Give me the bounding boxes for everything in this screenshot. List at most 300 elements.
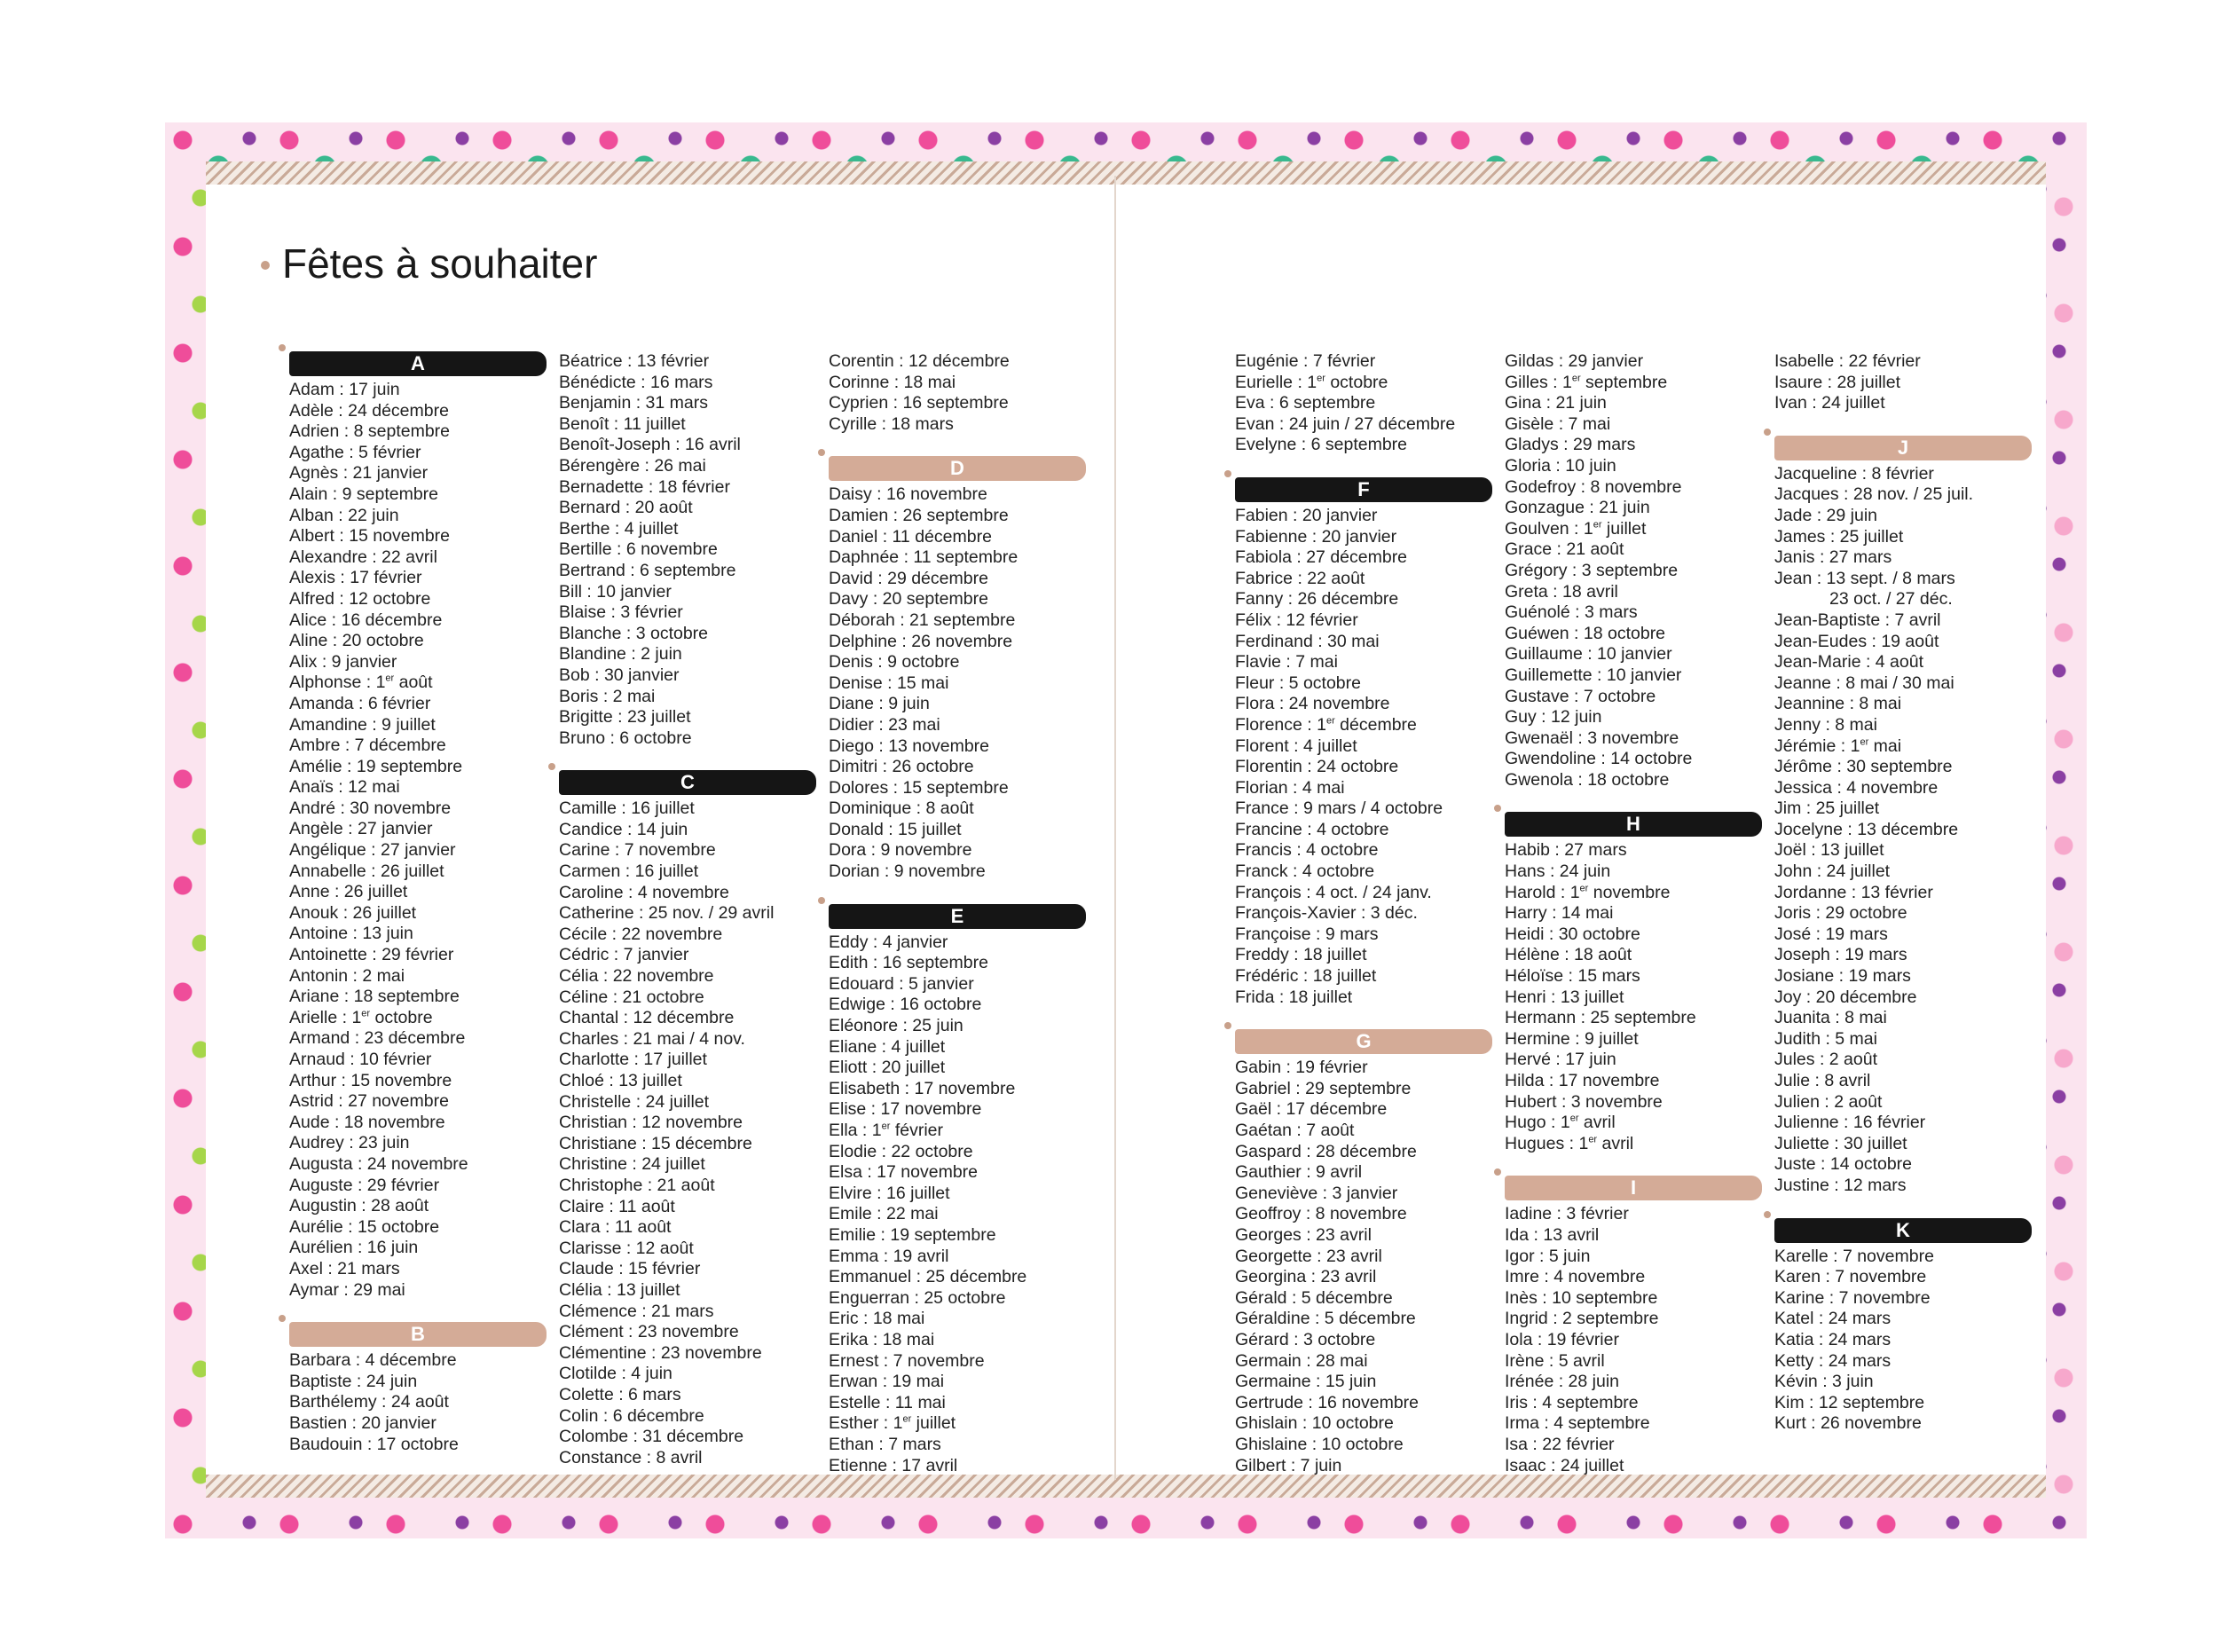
name-entry: Baptiste : 24 juin bbox=[289, 1371, 418, 1391]
name-entry: Joy : 20 décembre bbox=[1774, 987, 1917, 1007]
name-entry: Bernard : 20 août bbox=[559, 498, 693, 518]
name-entry: Hélène : 18 août bbox=[1505, 945, 1632, 965]
name-entry: Adèle : 24 décembre bbox=[289, 400, 449, 421]
name-entry: Kévin : 3 juin bbox=[1774, 1372, 1874, 1392]
name-entry: Hans : 24 juin bbox=[1505, 861, 1611, 882]
name-entry: Caroline : 4 novembre bbox=[559, 882, 729, 902]
name-entry: Benoît-Joseph : 16 avril bbox=[559, 435, 741, 455]
name-entry: Colombe : 31 décembre bbox=[559, 1427, 744, 1447]
name-entry: Dorian : 9 novembre bbox=[829, 861, 986, 882]
name-entry: Juanita : 8 mai bbox=[1774, 1008, 1887, 1028]
name-entry: Florence : 1er décembre bbox=[1235, 714, 1417, 735]
name-list-d bbox=[829, 484, 1086, 882]
name-entry: Eurielle : 1er octobre bbox=[1235, 372, 1388, 392]
name-entry: Christine : 24 juillet bbox=[559, 1154, 705, 1175]
name-entry: Charles : 21 mai / 4 nov. bbox=[559, 1028, 745, 1049]
name-entry: Déborah : 21 septembre bbox=[829, 610, 1016, 630]
name-entry: Enguerran : 25 octobre bbox=[829, 1287, 1006, 1308]
section-j bbox=[1774, 436, 2032, 1197]
name-entry: Grace : 21 août bbox=[1505, 539, 1624, 560]
name-entry: Christiane : 15 décembre bbox=[559, 1133, 752, 1153]
name-entry: Antoinette : 29 février bbox=[289, 945, 454, 965]
name-entry: Karelle : 7 novembre bbox=[1774, 1246, 1934, 1266]
name-entry: Armand : 23 décembre bbox=[289, 1028, 466, 1049]
name-entry: Antoine : 13 juin bbox=[289, 924, 413, 944]
name-entry: Jacques : 28 nov. / 25 juil. bbox=[1774, 484, 1974, 505]
name-entry: Ambre : 7 décembre bbox=[289, 736, 446, 756]
name-entry: Ghislaine : 10 octobre bbox=[1235, 1434, 1404, 1454]
name-entry: Fabien : 20 janvier bbox=[1235, 505, 1378, 525]
name-entry: Elsa : 17 novembre bbox=[829, 1162, 979, 1183]
name-entry: Erwan : 19 mai bbox=[829, 1372, 945, 1392]
name-entry: Eddy : 4 janvier bbox=[829, 932, 948, 952]
name-entry: Kim : 12 septembre bbox=[1774, 1392, 1925, 1412]
name-entry: Daniel : 11 décembre bbox=[829, 526, 992, 547]
name-entry: Amandine : 9 juillet bbox=[289, 714, 436, 735]
name-entry: Harold : 1er novembre bbox=[1505, 882, 1671, 902]
name-entry: Julie : 8 avril bbox=[1774, 1071, 1871, 1090]
name-entry: Guy : 12 juin bbox=[1505, 707, 1602, 728]
name-entry: Anouk : 26 juillet bbox=[289, 902, 417, 923]
name-entry: Emma : 19 avril bbox=[829, 1246, 949, 1266]
name-entry: Georgette : 23 avril bbox=[1235, 1246, 1382, 1266]
letter-header-c: C bbox=[559, 770, 816, 795]
name-entry: Aymar : 29 mai bbox=[289, 1279, 405, 1300]
name-entry: Colette : 6 mars bbox=[559, 1384, 681, 1404]
name-entry: France : 9 mars / 4 octobre bbox=[1235, 798, 1443, 819]
name-entry: Jules : 2 août bbox=[1774, 1050, 1877, 1070]
name-entry: José : 19 mars bbox=[1774, 924, 1888, 944]
name-entry: Ketty : 24 mars bbox=[1774, 1350, 1892, 1371]
name-entry: Geoffroy : 8 novembre bbox=[1235, 1204, 1407, 1224]
name-entry: Ella : 1er février bbox=[829, 1121, 944, 1140]
name-entry: Guillemette : 10 janvier bbox=[1505, 665, 1682, 685]
name-entry: Hilda : 17 novembre bbox=[1505, 1071, 1660, 1090]
name-entry: Karen : 7 novembre bbox=[1774, 1267, 1927, 1287]
name-entry: Brigitte : 23 juillet bbox=[559, 707, 691, 728]
section-e bbox=[829, 904, 1086, 1476]
name-entry: Francis : 4 octobre bbox=[1235, 840, 1379, 861]
name-entry: Imre : 4 novembre bbox=[1505, 1267, 1646, 1287]
name-entry: Astrid : 27 novembre bbox=[289, 1091, 449, 1112]
name-entry: Bastien : 20 janvier bbox=[289, 1412, 437, 1433]
name-entry: Constance : 8 avril bbox=[559, 1447, 703, 1467]
name-entry: Esther : 1er juillet bbox=[829, 1413, 956, 1434]
name-entry: André : 30 novembre bbox=[289, 798, 452, 818]
name-entry: Clément : 23 novembre bbox=[559, 1322, 739, 1342]
name-entry: Françoise : 9 mars bbox=[1235, 924, 1379, 944]
name-entry: Irénée : 28 juin bbox=[1505, 1372, 1620, 1392]
name-entry: Gwenaël : 3 novembre bbox=[1505, 728, 1679, 748]
name-list-g-continued bbox=[1505, 351, 1762, 791]
header-dot-icon bbox=[1224, 1022, 1231, 1029]
name-entry: Isabelle : 22 février bbox=[1774, 351, 1921, 371]
header-dot-icon bbox=[1224, 470, 1231, 477]
header-dot-icon bbox=[1764, 429, 1771, 436]
name-entry: Gertrude : 16 novembre bbox=[1235, 1392, 1420, 1412]
column-6 bbox=[1774, 351, 2032, 1456]
name-list-b-continued bbox=[559, 351, 816, 749]
name-entry: Iris : 4 septembre bbox=[1505, 1392, 1639, 1412]
name-entry: Dimitri : 26 octobre bbox=[829, 757, 974, 777]
name-list-b bbox=[289, 1350, 547, 1455]
section-a bbox=[289, 351, 547, 1301]
name-entry: Bénédicte : 16 mars bbox=[559, 372, 713, 392]
section-d bbox=[829, 456, 1086, 882]
left-page bbox=[206, 185, 1114, 1475]
header-dot-icon bbox=[1764, 1211, 1771, 1218]
column-3 bbox=[829, 351, 1086, 1498]
section-h bbox=[1505, 812, 1762, 1154]
name-entry: Geneviève : 3 janvier bbox=[1235, 1183, 1398, 1203]
section-e-cont bbox=[1235, 351, 1492, 456]
name-entry: Flora : 24 novembre bbox=[1235, 694, 1390, 714]
name-entry: Goulven : 1er juillet bbox=[1505, 518, 1647, 539]
name-entry: Gwenola : 18 octobre bbox=[1505, 769, 1670, 790]
name-entry: Ferdinand : 30 mai bbox=[1235, 631, 1380, 651]
name-entry: Henri : 13 juillet bbox=[1505, 987, 1624, 1007]
planner-spread bbox=[165, 122, 2087, 1538]
name-entry: Donald : 15 juillet bbox=[829, 819, 962, 839]
name-entry: Augustin : 28 août bbox=[289, 1196, 429, 1216]
name-entry: Habib : 27 mars bbox=[1505, 840, 1627, 861]
name-entry: Jeannine : 8 mai bbox=[1774, 694, 1902, 714]
header-dot-icon bbox=[1494, 805, 1501, 812]
name-entry: Candice : 14 juin bbox=[559, 819, 688, 839]
name-entry: Fanny : 26 décembre bbox=[1235, 589, 1399, 610]
name-entry: Ida : 13 avril bbox=[1505, 1224, 1600, 1245]
name-entry: Julien : 2 août bbox=[1774, 1091, 1883, 1112]
name-entry: Eliane : 4 juillet bbox=[829, 1036, 946, 1057]
section-f bbox=[1235, 477, 1492, 1008]
name-entry: Baudouin : 17 octobre bbox=[289, 1434, 459, 1454]
name-entry: Inès : 10 septembre bbox=[1505, 1287, 1658, 1308]
name-entry: Eric : 18 mai bbox=[829, 1309, 925, 1329]
name-entry: Jade : 29 juin bbox=[1774, 505, 1878, 525]
name-entry: Eugénie : 7 février bbox=[1235, 351, 1376, 371]
name-entry: Emilie : 19 septembre bbox=[829, 1224, 996, 1245]
name-entry: Ivan : 24 juillet bbox=[1774, 393, 1885, 413]
letter-header-h: H bbox=[1505, 812, 1762, 837]
name-entry: Clara : 11 août bbox=[559, 1217, 672, 1238]
name-entry: Fabrice : 22 août bbox=[1235, 568, 1365, 588]
name-entry: Judith : 5 mai bbox=[1774, 1028, 1877, 1049]
name-list-k bbox=[1774, 1247, 2032, 1435]
section-c bbox=[559, 770, 816, 1468]
name-entry: Bérengère : 26 mai bbox=[559, 455, 706, 476]
name-entry: Irène : 5 avril bbox=[1505, 1350, 1605, 1371]
name-entry: Hermann : 25 septembre bbox=[1505, 1008, 1696, 1028]
name-entry: Bertille : 6 novembre bbox=[559, 539, 718, 560]
name-entry: Etienne : 17 avril bbox=[829, 1455, 958, 1475]
name-entry: Franck : 4 octobre bbox=[1235, 861, 1375, 882]
name-entry: Amanda : 6 février bbox=[289, 693, 431, 713]
title-bullet-icon bbox=[261, 261, 270, 270]
letter-header-i: I bbox=[1505, 1176, 1762, 1200]
name-entry: Barbara : 4 décembre bbox=[289, 1350, 457, 1371]
name-entry: Denis : 9 octobre bbox=[829, 652, 960, 673]
name-entry: Elise : 17 novembre bbox=[829, 1099, 982, 1120]
name-entry: Angèle : 27 janvier bbox=[289, 819, 433, 839]
name-entry: Gaétan : 7 août bbox=[1235, 1121, 1355, 1140]
name-entry: Catherine : 25 nov. / 29 avril bbox=[559, 903, 775, 924]
name-entry: Bob : 30 janvier bbox=[559, 665, 680, 685]
name-entry: Georgina : 23 avril bbox=[1235, 1267, 1377, 1287]
name-entry: Frédéric : 18 juillet bbox=[1235, 966, 1377, 987]
name-entry: Joël : 13 juillet bbox=[1774, 840, 1884, 861]
name-entry: Boris : 2 mai bbox=[559, 686, 656, 706]
name-entry: Florentin : 24 octobre bbox=[1235, 757, 1399, 777]
name-entry: Iadine : 3 février bbox=[1505, 1204, 1629, 1224]
name-entry: Aurélien : 16 juin bbox=[289, 1238, 419, 1258]
name-entry: Gisèle : 7 mai bbox=[1505, 413, 1611, 434]
name-entry: Aurélie : 15 octobre bbox=[289, 1216, 440, 1237]
name-entry: Blandine : 2 juin bbox=[559, 644, 682, 665]
page-title: Fêtes à souhaiter bbox=[282, 240, 598, 287]
name-entry: Alice : 16 décembre bbox=[289, 610, 443, 630]
name-list-c bbox=[559, 798, 816, 1468]
name-entry: Germaine : 15 juin bbox=[1235, 1372, 1377, 1392]
name-entry: Godefroy : 8 novembre bbox=[1505, 476, 1682, 497]
name-entry: Héloïse : 15 mars bbox=[1505, 966, 1640, 987]
name-entry: Gonzague : 21 juin bbox=[1505, 498, 1650, 518]
name-entry: Albert : 15 novembre bbox=[289, 526, 451, 547]
name-entry: Isaure : 28 juillet bbox=[1774, 372, 1900, 392]
name-entry: David : 29 décembre bbox=[829, 568, 988, 588]
name-entry: Guéwen : 18 octobre bbox=[1505, 623, 1666, 643]
name-entry: Carine : 7 novembre bbox=[559, 840, 716, 861]
name-entry: Francine : 4 octobre bbox=[1235, 819, 1389, 839]
name-list-e-continued bbox=[1235, 351, 1492, 456]
name-entry: Clémentine : 23 novembre bbox=[559, 1342, 762, 1363]
name-entry: Florian : 4 mai bbox=[1235, 777, 1345, 798]
name-entry: Emile : 22 mai bbox=[829, 1204, 939, 1224]
name-entry: Cyrille : 18 mars bbox=[829, 413, 954, 434]
name-entry: Bill : 10 janvier bbox=[559, 581, 672, 602]
name-entry: Céline : 21 octobre bbox=[559, 987, 704, 1007]
name-entry: Juliette : 30 juillet bbox=[1774, 1133, 1907, 1153]
name-entry: Delphine : 26 novembre bbox=[829, 631, 1013, 651]
name-entry: Flavie : 7 mai bbox=[1235, 652, 1338, 673]
name-entry: Gloria : 10 juin bbox=[1505, 455, 1616, 476]
name-entry: Grégory : 3 septembre bbox=[1505, 560, 1679, 580]
name-entry: Amélie : 19 septembre bbox=[289, 756, 463, 776]
name-entry: Eliott : 20 juillet bbox=[829, 1058, 946, 1078]
name-entry: Edith : 16 septembre bbox=[829, 953, 988, 973]
name-entry: Cédric : 7 janvier bbox=[559, 945, 689, 965]
name-entry: Irma : 4 septembre bbox=[1505, 1413, 1650, 1434]
name-entry: Dominique : 8 août bbox=[829, 798, 974, 819]
name-entry: Fabiola : 27 décembre bbox=[1235, 547, 1408, 568]
name-entry: Jean : 13 sept. / 8 mars bbox=[1774, 568, 1955, 588]
name-entry: Jérémie : 1er mai bbox=[1774, 736, 1902, 756]
letter-header-g: G bbox=[1235, 1029, 1492, 1054]
letter-header-j: J bbox=[1774, 436, 2032, 460]
name-entry: Aude : 18 novembre bbox=[289, 1112, 445, 1132]
name-entry: Emmanuel : 25 décembre bbox=[829, 1267, 1027, 1287]
name-entry: François-Xavier : 3 déc. bbox=[1235, 903, 1418, 924]
name-entry: Clotilde : 4 juin bbox=[559, 1364, 672, 1384]
name-entry: Adrien : 8 septembre bbox=[289, 421, 451, 442]
name-entry: Karine : 7 novembre bbox=[1774, 1287, 1931, 1308]
name-list-c-continued bbox=[829, 351, 1086, 435]
name-entry: Julienne : 16 février bbox=[1774, 1113, 1926, 1133]
name-entry: Jean-Baptiste : 7 avril bbox=[1774, 610, 1941, 630]
name-entry: Gustave : 7 octobre bbox=[1505, 686, 1656, 706]
name-entry: Jessica : 4 novembre bbox=[1774, 777, 1939, 798]
name-entry: Daisy : 16 novembre bbox=[829, 484, 987, 505]
name-entry: Germain : 28 mai bbox=[1235, 1350, 1368, 1371]
name-entry: Clémence : 21 mars bbox=[559, 1301, 714, 1321]
name-entry: Ethan : 7 mars bbox=[829, 1434, 941, 1454]
name-entry: Alexis : 17 février bbox=[289, 568, 422, 588]
letter-header-b: B bbox=[289, 1322, 547, 1347]
name-entry: Jérôme : 30 septembre bbox=[1774, 757, 1953, 777]
name-entry: Evelyne : 6 septembre bbox=[1235, 435, 1408, 455]
name-entry: Corinne : 18 mai bbox=[829, 372, 956, 392]
name-entry: Denise : 15 mai bbox=[829, 673, 949, 693]
name-entry: Joseph : 19 mars bbox=[1774, 945, 1907, 965]
name-entry: Jordanne : 13 février bbox=[1774, 882, 1933, 902]
name-entry: Janis : 27 mars bbox=[1774, 547, 1892, 568]
name-entry: Cyprien : 16 septembre bbox=[829, 393, 1009, 413]
name-entry: Joris : 29 octobre bbox=[1774, 903, 1907, 924]
name-entry: Gina : 21 juin bbox=[1505, 393, 1607, 413]
section-b-cont bbox=[559, 351, 816, 749]
name-entry: 23 oct. / 27 déc. bbox=[1829, 589, 1953, 610]
header-dot-icon bbox=[818, 449, 825, 456]
name-entry: Justine : 12 mars bbox=[1774, 1175, 1907, 1195]
name-entry: Claude : 15 février bbox=[559, 1259, 701, 1279]
name-entry: Clarisse : 12 août bbox=[559, 1238, 694, 1258]
name-entry: Davy : 20 septembre bbox=[829, 589, 988, 610]
name-list-e bbox=[829, 932, 1086, 1476]
name-entry: Arielle : 1er octobre bbox=[289, 1007, 433, 1027]
name-entry: Daphnée : 11 septembre bbox=[829, 547, 1019, 568]
name-entry: Christian : 12 novembre bbox=[559, 1113, 743, 1133]
name-entry: Jacqueline : 8 février bbox=[1774, 463, 1934, 484]
name-entry: Elisabeth : 17 novembre bbox=[829, 1078, 1016, 1098]
hatched-border-bottom bbox=[206, 1475, 2046, 1498]
name-entry: Elodie : 22 octobre bbox=[829, 1141, 973, 1161]
name-entry: Gérald : 5 décembre bbox=[1235, 1287, 1393, 1308]
name-entry: Claire : 11 août bbox=[559, 1196, 675, 1216]
name-entry: Audrey : 23 juin bbox=[289, 1133, 410, 1153]
name-entry: Barthélemy : 24 août bbox=[289, 1392, 449, 1412]
name-entry: Igor : 5 juin bbox=[1505, 1246, 1591, 1266]
name-entry: Katel : 24 mars bbox=[1774, 1309, 1892, 1329]
name-entry: John : 24 juillet bbox=[1774, 861, 1891, 882]
name-list-h bbox=[1505, 840, 1762, 1154]
name-entry: Iola : 19 février bbox=[1505, 1329, 1619, 1349]
name-entry: Katia : 24 mars bbox=[1774, 1329, 1892, 1349]
name-entry: Géraldine : 5 décembre bbox=[1235, 1309, 1416, 1329]
name-entry: Chantal : 12 décembre bbox=[559, 1008, 735, 1028]
name-entry: Josiane : 19 mars bbox=[1774, 966, 1911, 987]
name-entry: Gaël : 17 décembre bbox=[1235, 1099, 1388, 1120]
name-entry: Dora : 9 novembre bbox=[829, 840, 972, 861]
name-entry: Arthur : 15 novembre bbox=[289, 1070, 452, 1090]
header-dot-icon bbox=[279, 344, 286, 351]
name-entry: Freddy : 18 juillet bbox=[1235, 945, 1367, 965]
name-entry: Charlotte : 17 juillet bbox=[559, 1050, 707, 1070]
name-entry: Hermine : 9 juillet bbox=[1505, 1028, 1639, 1049]
section-i bbox=[1505, 1176, 1762, 1476]
name-entry: Chloé : 13 juillet bbox=[559, 1071, 682, 1090]
name-entry: Ghislain : 10 octobre bbox=[1235, 1413, 1394, 1434]
name-entry: Guénolé : 3 mars bbox=[1505, 602, 1638, 623]
name-entry: Arnaud : 10 février bbox=[289, 1050, 432, 1069]
name-entry: Dolores : 15 septembre bbox=[829, 777, 1009, 798]
name-entry: Didier : 23 mai bbox=[829, 714, 940, 735]
name-entry: Annabelle : 26 juillet bbox=[289, 861, 444, 881]
name-entry: Christelle : 24 juillet bbox=[559, 1091, 710, 1112]
name-entry: Agathe : 5 février bbox=[289, 442, 421, 462]
name-entry: Alfred : 12 octobre bbox=[289, 588, 431, 609]
name-entry: Blaise : 3 février bbox=[559, 602, 683, 623]
name-entry: Jocelyne : 13 décembre bbox=[1774, 819, 1959, 839]
name-entry: Fleur : 5 octobre bbox=[1235, 673, 1361, 693]
name-entry: Béatrice : 13 février bbox=[559, 351, 710, 371]
name-entry: Colin : 6 décembre bbox=[559, 1405, 704, 1426]
letter-header-a: A bbox=[289, 351, 547, 376]
name-entry: Jean-Marie : 4 août bbox=[1774, 652, 1924, 673]
name-entry: Hugues : 1er avril bbox=[1505, 1133, 1634, 1153]
name-entry: Evan : 24 juin / 27 décembre bbox=[1235, 413, 1456, 434]
header-dot-icon bbox=[279, 1315, 286, 1322]
name-entry: Damien : 26 septembre bbox=[829, 505, 1009, 525]
name-entry: Eléonore : 25 juin bbox=[829, 1016, 963, 1036]
name-list-i-continued bbox=[1774, 351, 2032, 414]
name-entry: Isa : 22 février bbox=[1505, 1434, 1615, 1454]
name-entry: Alban : 22 juin bbox=[289, 505, 399, 525]
name-entry: Gladys : 29 mars bbox=[1505, 435, 1636, 455]
name-entry: Fabienne : 20 janvier bbox=[1235, 526, 1397, 547]
name-entry: Eva : 6 septembre bbox=[1235, 393, 1376, 413]
name-entry: Agnès : 21 janvier bbox=[289, 463, 429, 484]
section-b bbox=[289, 1322, 547, 1455]
name-entry: Benoît : 11 juillet bbox=[559, 413, 686, 434]
name-entry: Augusta : 24 novembre bbox=[289, 1153, 468, 1174]
name-entry: Camille : 16 juillet bbox=[559, 798, 695, 819]
name-entry: Harry : 14 mai bbox=[1505, 903, 1614, 924]
name-entry: Gilbert : 7 juin bbox=[1235, 1455, 1342, 1475]
name-entry: Hubert : 3 novembre bbox=[1505, 1091, 1663, 1112]
name-entry: Ariane : 18 septembre bbox=[289, 987, 460, 1007]
name-entry: Gauthier : 9 avril bbox=[1235, 1162, 1363, 1183]
name-entry: Gildas : 29 janvier bbox=[1505, 351, 1644, 371]
name-entry: Kurt : 26 novembre bbox=[1774, 1413, 1922, 1434]
name-entry: Bruno : 6 octobre bbox=[559, 728, 692, 748]
name-entry: Elvire : 16 juillet bbox=[829, 1183, 950, 1203]
name-entry: Isaac : 24 juillet bbox=[1505, 1455, 1624, 1475]
column-1 bbox=[289, 351, 547, 1476]
name-entry: Ernest : 7 novembre bbox=[829, 1350, 985, 1371]
section-k bbox=[1774, 1218, 2032, 1435]
name-entry: Anne : 26 juillet bbox=[289, 882, 408, 902]
letter-header-f: F bbox=[1235, 477, 1492, 502]
name-entry: James : 25 juillet bbox=[1774, 526, 1904, 547]
name-list-i bbox=[1505, 1204, 1762, 1476]
name-entry: Gabriel : 29 septembre bbox=[1235, 1078, 1412, 1098]
name-entry: Berthe : 4 juillet bbox=[559, 518, 679, 539]
column-4 bbox=[1235, 351, 1492, 1498]
name-entry: Gwendoline : 14 octobre bbox=[1505, 749, 1693, 769]
name-entry: Diane : 9 juin bbox=[829, 694, 930, 714]
header-dot-icon bbox=[1494, 1168, 1501, 1176]
name-entry: François : 4 oct. / 24 janv. bbox=[1235, 882, 1432, 902]
right-page bbox=[1116, 185, 2046, 1475]
